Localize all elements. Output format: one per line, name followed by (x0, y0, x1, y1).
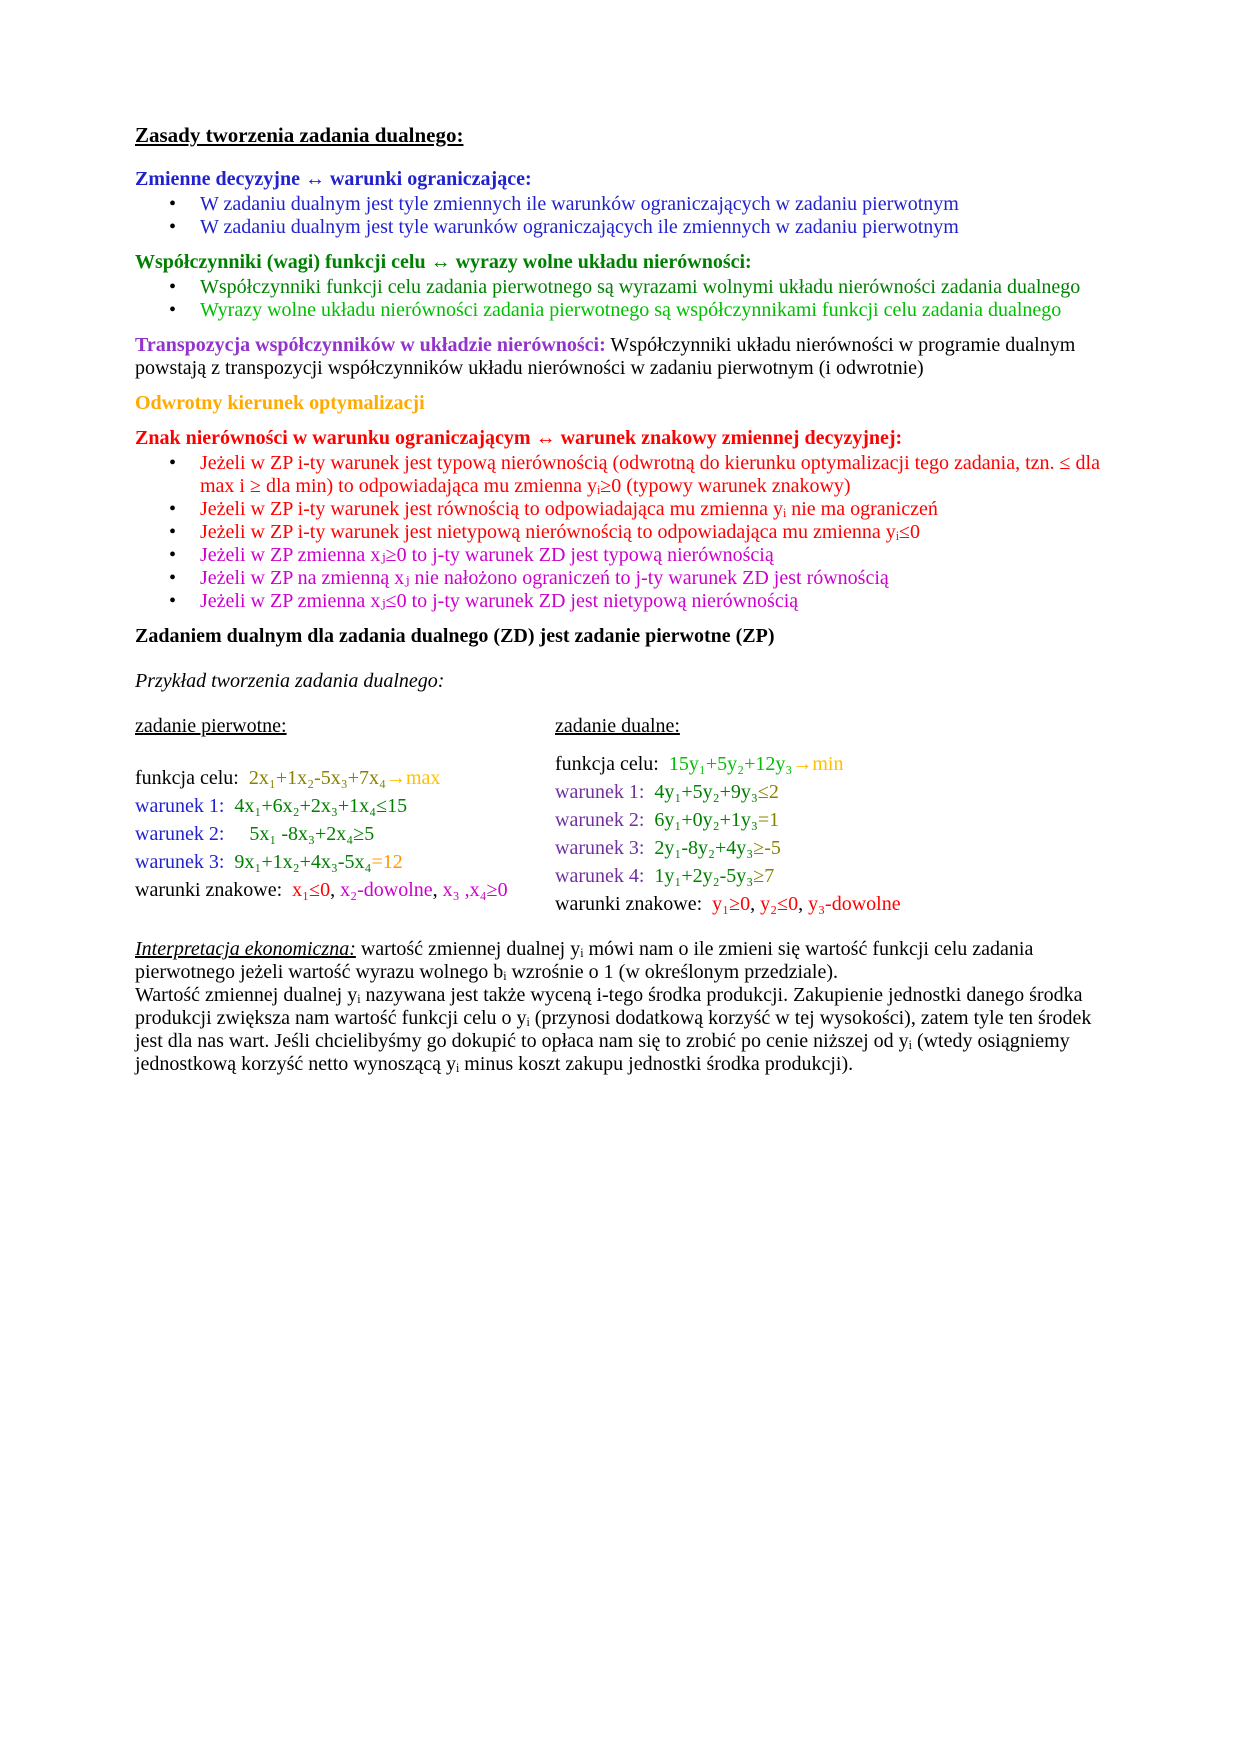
dual-constraint-1-label: warunek 1: (555, 781, 645, 803)
primal-objective-formula: 2x₁+1x₂-5x₃+7x₄ (248, 767, 386, 789)
separator: , (798, 893, 809, 915)
transposition-paragraph (135, 334, 1105, 380)
dual-constraint-3-label: warunek 3: (555, 837, 645, 859)
dual-objective-label: funkcja celu: (555, 753, 659, 775)
dual-constraint-3 (555, 834, 1105, 862)
dual-constraint-4-rhs: ≥7 (753, 865, 775, 887)
dual-constraint-1-rhs: ≤2 (757, 781, 779, 803)
primal-sign-constraints (135, 876, 555, 904)
dual-of-dual-statement: Zadaniem dualnym dla zadania dualnego (ZD) jest zadanie pierwotne (ZP) (135, 625, 775, 647)
dual-sign-y1: y₁≥0 (712, 893, 751, 915)
dual-sign-y3: y₃-dowolne (808, 893, 901, 915)
primal-objective-line (135, 764, 555, 792)
heading-inequality-signs: Znak nierówności w warunku ograniczającym ↔ warunek znakowy zmiennej decyzyjnej: (135, 427, 903, 449)
dual-constraint-2 (555, 806, 1105, 834)
bullet-item: • Jeżeli w ZP i-ty warunek jest typową nierównością (odwrotną do kierunku optymalizacji tego zadania, tzn. ≤ dla max i ≥ dla min) to odpowiadająca mu zmienna yᵢ≥0 (typowy warunek znakowy) (135, 452, 1105, 498)
dual-constraint-1-formula: 4y₁+5y₂+9y₃ (654, 781, 758, 803)
primal-column (135, 715, 555, 918)
heading-opposite-optimization: Odwrotny kierunek optymalizacji (135, 392, 425, 414)
primal-constraint-2-label: warunek 2: (135, 823, 225, 845)
bullet-item: • Wyrazy wolne układu nierówności zadania pierwotnego są współczynnikami funkcji celu zadania dualnego (135, 299, 1105, 322)
page-title: Zasady tworzenia zadania dualnego: (135, 123, 464, 147)
dual-constraint-3-rhs: ≥-5 (753, 837, 781, 859)
dual-objective-formula: 15y₁+5y₂+12y₃ (668, 753, 793, 775)
dual-constraint-4 (555, 862, 1105, 890)
dual-constraint-1 (555, 778, 1105, 806)
primal-constraint-3 (135, 848, 555, 876)
heading-decision-variables: Zmienne decyzyjne ↔ warunki ograniczające: (135, 168, 532, 190)
dual-objective-direction: →min (792, 753, 844, 775)
dual-constraint-2-rhs: =1 (757, 809, 780, 831)
heading-objective-coefficients: Współczynniki (wagi) funkcji celu ↔ wyrazy wolne układu nierówności: (135, 251, 752, 273)
primal-title: zadanie pierwotne: (135, 715, 287, 737)
dual-constraint-4-formula: 1y₁+2y₂-5y₃ (654, 865, 754, 887)
transposition-heading: Transpozycja współczynników w układzie nierówności: (135, 334, 606, 356)
bullet-item: • W zadaniu dualnym jest tyle zmiennych ile warunków ograniczających w zadaniu pierwotnym (135, 193, 1105, 216)
example-columns (135, 715, 1105, 918)
dual-column (555, 715, 1105, 918)
primal-constraint-2-formula: 5x₁ -8x₃+2x₄≥5 (234, 823, 375, 845)
bullet-item: • Jeżeli w ZP na zmienną xⱼ nie nałożono ograniczeń to j-ty warunek ZD jest równością (135, 567, 1105, 590)
primal-constraint-3-rhs: =12 (371, 851, 403, 873)
primal-sign-x1: x₁≤0 (292, 879, 331, 901)
bullet-item: • Jeżeli w ZP i-ty warunek jest nietypową nierównością to odpowiadająca mu zmienna yᵢ≤0 (135, 521, 1105, 544)
dual-constraint-2-formula: 6y₁+0y₂+1y₃ (654, 809, 758, 831)
primal-sign-x2: x₂-dowolne (340, 879, 433, 901)
primal-constraint-1-formula: 4x₁+6x₂+2x₃+1x₄≤15 (234, 795, 408, 817)
example-intro: Przykład tworzenia zadania dualnego: (135, 670, 445, 692)
primal-constraint-3-formula: 9x₁+1x₂+4x₃-5x₄ (234, 851, 372, 873)
bullet-item: • Jeżeli w ZP i-ty warunek jest równością to odpowiadająca mu zmienna yᵢ nie ma ograniczeń (135, 498, 1105, 521)
primal-constraint-3-label: warunek 3: (135, 851, 225, 873)
economic-interpretation (135, 938, 1105, 1076)
interpretation-paragraph-2: Wartość zmiennej dualnej yᵢ nazywana jest także wyceną i-tego środka produkcji. Zakupienie jednostki danego środka produkcji zwiększa nam wartość funkcji celu o yᵢ (przynosi dodatkową korzyść w tej wysokości), zatem tyle ten środek jest dla nas wart. Jeśli chcielibyśmy go dokupić to opłaca nam się to zrobić po cenie niższej od yᵢ (wtedy osiągniemy jednostkową korzyść netto wynoszącą yᵢ minus koszt zakupu jednostki środka produkcji). (135, 984, 1092, 1075)
dual-objective-line (555, 750, 1105, 778)
separator: , (330, 879, 341, 901)
interpretation-lead: Interpretacja ekonomiczna: (135, 938, 356, 960)
inequality-signs-bullets (135, 452, 1105, 613)
dual-sign-constraints (555, 890, 1105, 918)
dual-body (555, 750, 1105, 918)
objective-coefficients-bullets (135, 276, 1105, 322)
bullet-item: • Jeżeli w ZP zmienna xⱼ≤0 to j-ty warunek ZD jest nietypową nierównością (135, 590, 1105, 613)
primal-sign-x3-x4: x₃ ,x₄≥0 (442, 879, 508, 901)
bullet-item: • W zadaniu dualnym jest tyle warunków ograniczających ile zmiennych w zadaniu pierwotnym (135, 216, 1105, 239)
transposition-text: Współczynniki układu nierówności w programie dualnym powstają z transpozycji współczynników układu nierówności w zadaniu pierwotnym (i odwrotnie) (135, 334, 1076, 379)
dual-sign-y2: y₂≤0 (760, 893, 799, 915)
primal-signs-label: warunki znakowe: (135, 879, 283, 901)
primal-constraint-1 (135, 792, 555, 820)
interpretation-paragraph-1 (135, 938, 1105, 984)
primal-body (135, 764, 555, 904)
primal-constraint-1-label: warunek 1: (135, 795, 225, 817)
dual-constraint-4-label: warunek 4: (555, 865, 645, 887)
primal-objective-direction: →max (385, 767, 441, 789)
bullet-item: • Współczynniki funkcji celu zadania pierwotnego są wyrazami wolnymi układu nierówności zadania dualnego (135, 276, 1105, 299)
separator: , (432, 879, 443, 901)
dual-title: zadanie dualne: (555, 715, 680, 737)
primal-objective-label: funkcja celu: (135, 767, 239, 789)
decision-variables-bullets (135, 193, 1105, 239)
separator: , (750, 893, 761, 915)
bullet-item: • Jeżeli w ZP zmienna xⱼ≥0 to j-ty warunek ZD jest typową nierównością (135, 544, 1105, 567)
primal-constraint-2 (135, 820, 555, 848)
dual-constraint-2-label: warunek 2: (555, 809, 645, 831)
dual-signs-label: warunki znakowe: (555, 893, 703, 915)
interpretation-text-1: wartość zmiennej dualnej yᵢ mówi nam o ile zmieni się wartość funkcji celu zadania pierwotnego jeżeli wartość wyrazu wolnego bᵢ wzrośnie o 1 (w określonym przedziale). (135, 938, 1034, 983)
dual-constraint-3-formula: 2y₁-8y₂+4y₃ (654, 837, 754, 859)
